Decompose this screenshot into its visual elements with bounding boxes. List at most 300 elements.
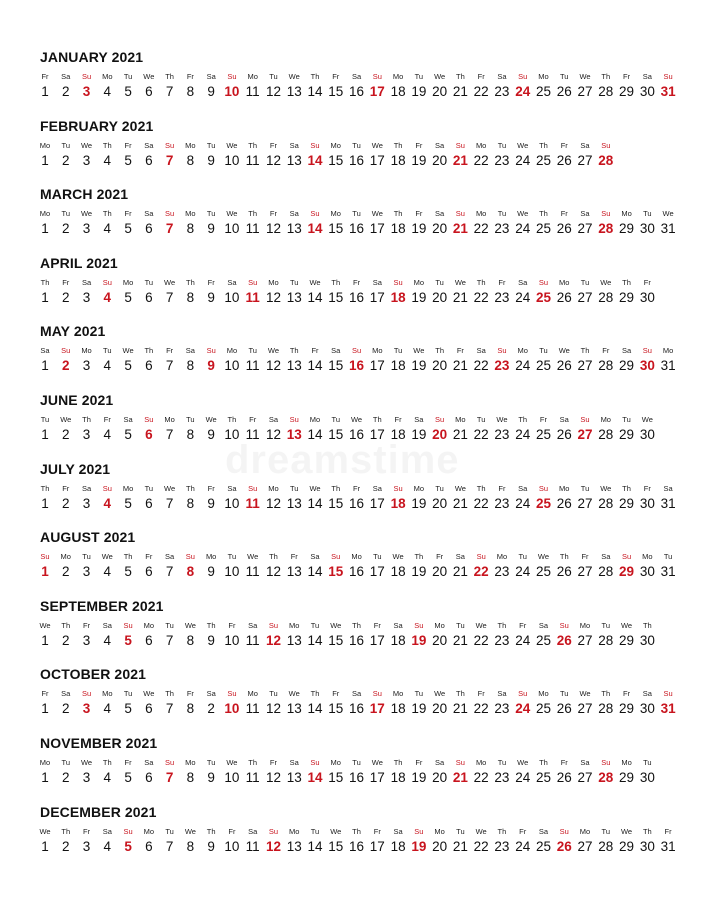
day-number: 30 — [639, 770, 655, 785]
day-number: 7 — [165, 358, 174, 374]
day-number-sunday: 11 — [245, 495, 260, 511]
weekday-label: Tu — [289, 277, 299, 287]
weekday-label: Su — [185, 552, 195, 562]
weekday-label: Sa — [351, 72, 362, 81]
day-number-sunday: 25 — [535, 289, 551, 305]
weekday-label: Th — [61, 826, 71, 836]
weekday-label: Fr — [581, 552, 589, 562]
day-number: 15 — [328, 495, 344, 511]
weekday-label: Mo — [81, 346, 92, 356]
month-title: JANUARY 2021 — [40, 49, 144, 65]
day-number: 15 — [328, 632, 344, 648]
day-number: 3 — [82, 221, 91, 237]
day-number-sunday: 6 — [145, 427, 153, 442]
weekday-label: Tu — [269, 72, 278, 81]
day-number: 9 — [207, 564, 215, 580]
weekday-label: Th — [165, 689, 174, 699]
month-title: NOVEMBER 2021 — [40, 735, 158, 751]
day-number: 4 — [103, 152, 112, 168]
weekday-label: Fr — [560, 758, 568, 767]
weekday-label: Mo — [330, 758, 341, 767]
weekday-label: Su — [476, 552, 486, 562]
weekday-label: Tu — [206, 140, 216, 150]
day-number: 18 — [390, 632, 406, 648]
weekday-label: Tu — [352, 140, 361, 150]
day-number: 29 — [619, 221, 635, 237]
weekday-label: Mo — [413, 483, 425, 493]
day-number: 22 — [473, 838, 489, 854]
day-number: 7 — [165, 495, 174, 511]
weekday-label: Mo — [330, 140, 341, 150]
weekday-label: Sa — [497, 689, 507, 699]
day-number: 22 — [473, 632, 489, 648]
weekday-label: Fr — [145, 552, 153, 562]
day-number: 14 — [307, 701, 323, 717]
day-number-sunday: 21 — [452, 152, 468, 168]
day-number: 29 — [619, 84, 635, 99]
weekday-label: Sa — [248, 620, 258, 630]
weekday-label: Sa — [518, 483, 528, 493]
day-number: 4 — [103, 632, 112, 648]
day-number: 9 — [207, 84, 215, 99]
weekday-label: Fr — [373, 620, 381, 630]
weekday-label: We — [226, 140, 238, 150]
weekday-label: Sa — [227, 483, 237, 493]
weekday-label: Tu — [643, 209, 652, 219]
weekday-label: We — [226, 209, 238, 219]
weekday-label: We — [309, 483, 321, 493]
weekday-label: Th — [518, 415, 528, 424]
weekday-label: We — [39, 620, 51, 630]
day-number: 16 — [349, 289, 365, 305]
weekday-label: Mo — [185, 209, 196, 219]
day-number-sunday: 5 — [124, 838, 132, 854]
weekday-label: Th — [497, 826, 507, 836]
weekday-label: Mo — [268, 277, 279, 287]
day-number: 16 — [349, 701, 365, 717]
day-number: 30 — [639, 289, 655, 305]
weekday-label: Su — [455, 758, 465, 767]
day-number-sunday: 4 — [103, 289, 112, 305]
weekday-label: Sa — [663, 483, 673, 493]
weekday-label: Mo — [122, 483, 134, 493]
day-number: 19 — [411, 495, 427, 511]
month-block — [0, 529, 727, 597]
weekday-label: Tu — [601, 620, 611, 630]
weekday-label: Su — [414, 620, 424, 630]
weekday-label: Su — [61, 346, 71, 356]
weekday-label: We — [454, 483, 466, 493]
weekday-label: Su — [601, 758, 611, 767]
day-number: 17 — [369, 495, 385, 511]
day-number-sunday: 26 — [556, 632, 572, 648]
weekday-label: Fr — [82, 826, 91, 836]
weekday-label: Mo — [372, 346, 383, 356]
weekday-label: Sa — [289, 140, 299, 150]
month-title: OCTOBER 2021 — [40, 666, 146, 683]
weekday-label: Su — [81, 72, 92, 81]
day-number-sunday: 12 — [265, 632, 281, 648]
weekday-label: Mo — [247, 689, 258, 699]
day-number: 8 — [186, 701, 195, 717]
day-number: 11 — [245, 84, 260, 99]
weekday-label: Mo — [247, 72, 258, 81]
weekday-label: Th — [185, 483, 195, 493]
day-number: 13 — [286, 289, 302, 305]
weekday-label: Mo — [39, 758, 51, 767]
weekday-label: Fr — [124, 758, 132, 767]
weekday-label: Su — [601, 140, 611, 150]
weekday-label: Su — [310, 140, 320, 150]
weekday-label: Th — [393, 758, 403, 767]
weekday-label: We — [288, 689, 300, 699]
day-number: 8 — [186, 289, 195, 305]
day-number: 25 — [535, 84, 551, 99]
weekday-label: Th — [497, 620, 507, 630]
weekday-label: Th — [248, 140, 258, 150]
day-number: 16 — [349, 221, 365, 237]
day-number: 7 — [165, 564, 174, 580]
day-number: 27 — [577, 632, 593, 648]
day-number: 9 — [207, 289, 215, 305]
day-number: 20 — [432, 289, 448, 305]
month-block — [0, 255, 727, 323]
weekday-label: Th — [476, 277, 486, 287]
day-number: 4 — [103, 84, 112, 99]
weekday-label: Su — [165, 758, 175, 767]
day-number: 27 — [577, 289, 593, 305]
day-number: 10 — [224, 427, 240, 442]
day-number: 3 — [82, 770, 91, 785]
day-number: 23 — [494, 84, 510, 99]
day-number: 24 — [515, 495, 531, 511]
weekday-label: Su — [144, 415, 154, 424]
weekday-label: Mo — [268, 483, 279, 493]
day-number: 19 — [411, 770, 427, 785]
month-block — [0, 598, 727, 666]
day-number: 24 — [515, 838, 531, 854]
day-number: 28 — [598, 358, 614, 374]
weekday-label: Su — [538, 483, 549, 493]
month-block — [0, 118, 727, 186]
weekday-label: Mo — [60, 552, 71, 562]
weekday-label: We — [496, 415, 508, 424]
day-number: 30 — [639, 84, 655, 99]
weekday-label: Mo — [600, 415, 611, 424]
weekday-label: Fr — [560, 209, 568, 219]
day-number: 17 — [369, 564, 385, 580]
weekday-label: Sa — [621, 346, 632, 356]
day-number: 13 — [286, 701, 302, 717]
day-number: 13 — [286, 221, 302, 237]
weekday-label: Tu — [456, 620, 465, 630]
day-number: 16 — [349, 632, 365, 648]
weekday-label: We — [184, 620, 196, 630]
day-number: 21 — [452, 838, 468, 854]
day-number: 1 — [41, 495, 49, 511]
weekday-label: Th — [601, 689, 611, 699]
weekday-label: We — [662, 209, 674, 219]
weekday-label: Fr — [332, 689, 340, 699]
weekday-label: Su — [310, 209, 320, 219]
day-number: 15 — [328, 701, 344, 717]
day-number-sunday: 28 — [598, 770, 614, 785]
month-title: JUNE 2021 — [40, 392, 114, 408]
day-number: 23 — [494, 152, 510, 168]
day-number: 19 — [411, 564, 427, 580]
day-number: 7 — [165, 84, 174, 99]
day-number: 20 — [432, 564, 448, 580]
day-number: 21 — [452, 495, 468, 511]
month-title: APRIL 2021 — [40, 254, 118, 271]
weekday-label: Tu — [456, 826, 465, 836]
day-number: 9 — [207, 838, 215, 854]
weekday-label: Th — [539, 758, 548, 767]
weekday-label: Fr — [623, 72, 631, 81]
day-number-sunday: 11 — [245, 289, 260, 305]
weekday-label: Tu — [393, 346, 403, 356]
day-number: 6 — [145, 221, 153, 237]
weekday-label: Tu — [144, 483, 154, 493]
weekday-label: Su — [227, 689, 237, 699]
day-number-sunday: 9 — [207, 358, 215, 374]
day-number: 23 — [494, 289, 510, 305]
day-number: 20 — [432, 701, 448, 717]
day-number: 29 — [619, 495, 635, 511]
weekday-label: Mo — [559, 277, 570, 287]
day-number: 7 — [165, 838, 174, 854]
day-number: 11 — [245, 564, 260, 580]
weekday-label: Th — [393, 140, 403, 150]
weekday-label: We — [80, 758, 93, 767]
weekday-label: Tu — [206, 758, 216, 767]
weekday-label: Su — [289, 415, 299, 424]
weekday-label: Sa — [61, 72, 71, 81]
day-number: 3 — [82, 427, 91, 442]
weekday-label: Th — [331, 483, 341, 493]
month-title: DECEMBER 2021 — [40, 803, 157, 820]
day-number: 14 — [307, 427, 323, 442]
day-number-sunday: 15 — [328, 564, 344, 580]
day-number: 9 — [207, 495, 215, 511]
weekday-label: Su — [518, 689, 528, 699]
weekday-label: Mo — [330, 209, 341, 219]
day-number: 25 — [535, 358, 551, 374]
day-number: 26 — [556, 770, 572, 785]
day-number-sunday: 2 — [62, 358, 70, 374]
day-number: 27 — [577, 564, 593, 580]
month-title: JULY 2021 — [40, 460, 111, 477]
weekday-label: Tu — [227, 552, 237, 562]
day-number-sunday: 31 — [660, 701, 676, 717]
weekday-label: Mo — [185, 758, 196, 767]
weekday-label: Th — [102, 140, 112, 150]
month-title: SEPTEMBER 2021 — [40, 597, 164, 614]
day-number: 28 — [598, 701, 614, 717]
weekday-label: Fr — [62, 483, 70, 493]
day-number: 16 — [349, 427, 365, 442]
day-number: 21 — [452, 358, 468, 374]
day-number: 4 — [103, 838, 112, 854]
day-number: 9 — [207, 770, 215, 785]
weekday-label: Th — [642, 620, 652, 630]
day-number: 10 — [224, 632, 240, 648]
weekday-label: We — [579, 689, 591, 699]
weekday-label: Fr — [207, 277, 215, 287]
day-number: 6 — [145, 632, 153, 648]
weekday-label: Mo — [122, 277, 134, 287]
day-number: 11 — [245, 632, 260, 648]
weekday-label: We — [101, 552, 113, 562]
weekday-label: We — [80, 209, 93, 219]
day-number: 21 — [452, 289, 468, 305]
weekday-label: Th — [102, 209, 112, 219]
weekday-label: We — [392, 552, 404, 562]
weekday-label: Mo — [143, 620, 155, 630]
weekday-label: Sa — [144, 758, 154, 767]
day-number: 18 — [390, 221, 406, 237]
weekday-label: We — [350, 415, 363, 424]
day-number: 30 — [639, 495, 655, 511]
weekday-label: Th — [456, 689, 465, 699]
day-number: 5 — [124, 152, 132, 168]
day-number-sunday: 21 — [452, 221, 468, 237]
day-number-sunday: 7 — [165, 770, 174, 785]
day-number-sunday: 30 — [639, 358, 655, 374]
weekday-label: Sa — [289, 758, 299, 767]
day-number: 10 — [224, 152, 240, 168]
day-number: 12 — [265, 427, 281, 442]
weekday-label: Th — [82, 415, 91, 424]
day-number-sunday: 1 — [41, 564, 49, 580]
day-number: 22 — [473, 84, 489, 99]
weekday-label: Tu — [310, 620, 320, 630]
weekday-label: We — [371, 140, 383, 150]
weekday-label: Mo — [434, 620, 445, 630]
day-number: 25 — [535, 564, 551, 580]
weekday-label: We — [267, 346, 280, 356]
day-number: 15 — [328, 84, 344, 99]
weekday-label: Mo — [621, 758, 632, 767]
weekday-label: Su — [642, 346, 652, 356]
weekday-label: Fr — [186, 72, 194, 81]
day-number: 2 — [62, 152, 70, 168]
weekday-label: Tu — [144, 277, 154, 287]
weekday-label: Fr — [519, 620, 527, 630]
weekday-label: We — [164, 483, 176, 493]
day-number: 13 — [286, 495, 302, 511]
watermark — [225, 438, 460, 483]
day-number: 8 — [186, 358, 195, 374]
day-number-sunday: 23 — [494, 358, 510, 374]
day-number: 23 — [494, 427, 510, 442]
day-number: 10 — [224, 564, 240, 580]
day-number: 22 — [473, 495, 489, 511]
weekday-label: Su — [393, 277, 403, 287]
day-number: 17 — [369, 358, 385, 374]
weekday-label: Th — [289, 346, 299, 356]
day-number: 4 — [103, 221, 112, 237]
day-number: 24 — [515, 564, 531, 580]
day-number-sunday: 17 — [369, 84, 385, 99]
day-number: 25 — [535, 632, 551, 648]
weekday-label: Fr — [643, 483, 651, 493]
weekday-label: Fr — [269, 758, 278, 767]
day-number: 18 — [390, 84, 406, 99]
weekday-label: Su — [663, 72, 673, 81]
weekday-label: Tu — [539, 346, 548, 356]
day-number: 15 — [328, 358, 344, 374]
day-number: 15 — [328, 152, 344, 168]
weekday-label: Sa — [144, 209, 154, 219]
weekday-label: Tu — [269, 689, 278, 699]
weekday-label: Th — [310, 72, 320, 81]
weekday-label: Su — [455, 140, 465, 150]
weekday-label: Mo — [621, 209, 632, 219]
day-number: 11 — [245, 427, 260, 442]
month-title: MARCH 2021 — [40, 186, 129, 203]
weekday-label: Mo — [517, 346, 528, 356]
weekday-label: Th — [622, 483, 631, 493]
day-number: 13 — [286, 770, 302, 785]
day-number-sunday: 7 — [165, 221, 174, 237]
weekday-label: Sa — [372, 483, 382, 493]
weekday-label: Mo — [642, 552, 653, 562]
weekday-label: Su — [414, 826, 424, 836]
day-number: 2 — [62, 838, 70, 854]
weekday-label: Th — [40, 483, 50, 493]
weekday-label: Tu — [186, 415, 195, 424]
day-number: 18 — [390, 427, 406, 442]
day-number: 16 — [349, 495, 365, 511]
day-number-sunday: 28 — [598, 152, 614, 168]
weekday-label: Su — [165, 209, 175, 219]
weekday-label: Th — [539, 209, 548, 219]
day-number: 16 — [349, 84, 365, 99]
weekday-label: Fr — [602, 346, 610, 356]
weekday-label: Tu — [40, 415, 50, 424]
day-number: 14 — [307, 358, 323, 374]
weekday-label: Tu — [206, 209, 216, 219]
day-number-sunday: 17 — [369, 701, 385, 717]
day-number-sunday: 4 — [103, 495, 112, 511]
weekday-label: Tu — [435, 483, 444, 493]
day-number: 24 — [515, 221, 531, 237]
day-number: 28 — [598, 289, 614, 305]
day-number: 23 — [494, 770, 510, 785]
day-number: 5 — [124, 564, 132, 580]
weekday-label: Fr — [311, 346, 319, 356]
day-number: 9 — [207, 632, 215, 648]
weekday-label: Th — [642, 826, 652, 836]
day-number: 12 — [265, 152, 281, 168]
day-number: 6 — [145, 564, 153, 580]
weekday-label: Fr — [498, 483, 506, 493]
weekday-label: Fr — [415, 758, 423, 767]
weekday-label: We — [517, 209, 529, 219]
weekday-label: We — [641, 415, 653, 424]
day-number: 4 — [103, 564, 112, 580]
day-number: 11 — [245, 838, 260, 854]
day-number: 10 — [224, 289, 240, 305]
weekday-label: Mo — [434, 826, 445, 836]
day-number: 28 — [598, 84, 614, 99]
day-number: 15 — [328, 770, 344, 785]
day-number: 12 — [265, 564, 281, 580]
day-number: 1 — [41, 84, 49, 99]
day-number: 6 — [145, 701, 153, 717]
weekday-label: We — [434, 72, 446, 81]
